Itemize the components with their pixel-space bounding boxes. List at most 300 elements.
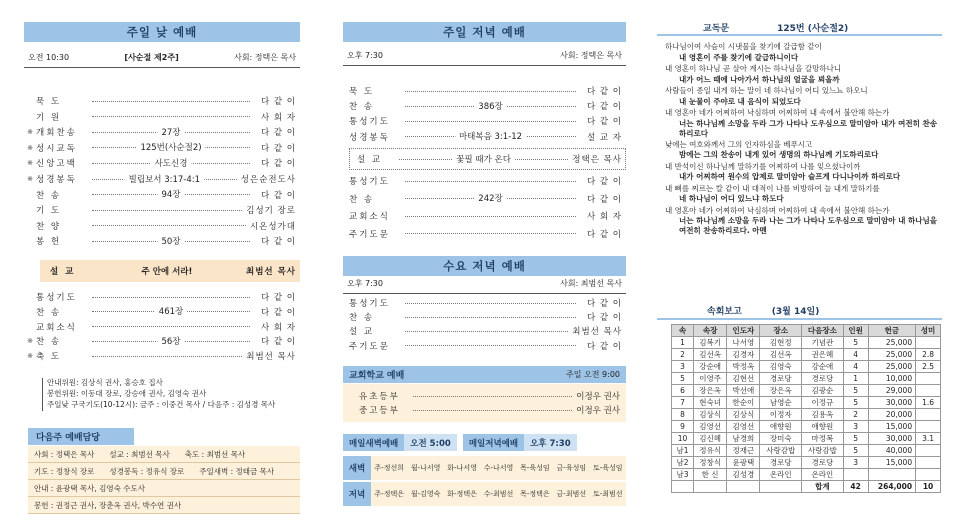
order-detail: 94장 (157, 188, 184, 200)
report-row (672, 373, 941, 385)
report-cell: 5 (843, 385, 868, 397)
report-cell: 장미숙 (760, 433, 802, 445)
report-cell: 남1 (672, 445, 694, 457)
reading-response-line: 네 하나님이 어디 있느냐 하도다 (679, 194, 784, 203)
report-cell: 2 (672, 349, 694, 361)
dot-leader (405, 216, 576, 217)
next-week-table (28, 446, 300, 514)
report-row (672, 349, 941, 361)
dot-leader (92, 210, 242, 211)
order-person: 다 같 이 (260, 97, 296, 107)
order-label: 통성기도 (349, 177, 390, 187)
report-title-bar (657, 302, 942, 320)
order-row (24, 172, 300, 186)
dot-leader (413, 396, 572, 397)
report-cell: 김광순 (802, 385, 844, 397)
reading-leader-line: 내 영혼아 네가 어찌하여 낙심하며 어찌하여 내 속에서 불안해 하는가 (665, 205, 890, 215)
order-label: 묵 도 (349, 87, 375, 97)
report-cell (916, 457, 941, 469)
report-header-row (672, 325, 941, 337)
wednesday-title: 수요 저녁 예배 (443, 259, 526, 273)
school-dept: 유초등부 (359, 392, 400, 402)
dot-leader (405, 194, 576, 204)
order-label: 통성기도 (36, 293, 77, 303)
order-label: 성경봉독 (36, 175, 77, 185)
order-person: 다 같 이 (260, 159, 296, 170)
dot-leader (92, 225, 246, 226)
school-title: 교회학교 예배 (349, 371, 405, 381)
report-cell: 20,000 (868, 409, 916, 421)
report-cell: 이정규 (802, 397, 844, 409)
report-cell: 사랑감밥 (760, 445, 802, 457)
morning-title-bar (24, 22, 300, 42)
report-cell: 5 (672, 373, 694, 385)
report-row (672, 361, 941, 373)
order-label: 찬 송 (349, 313, 375, 324)
order-row (24, 156, 300, 170)
report-header-cell: 인도자 (727, 325, 760, 337)
order-person: 다 같 이 (586, 102, 622, 113)
report-cell: 40,000 (868, 445, 916, 457)
report-cell: 권은혜 (802, 349, 844, 361)
order-person: 사 회 자 (260, 112, 296, 123)
school-teacher: 이정우 권사 (576, 392, 620, 402)
report-title: 속회보고 (707, 306, 742, 317)
dot-leader (92, 127, 250, 138)
order-row (24, 219, 300, 233)
empty-cell (672, 481, 694, 493)
order-detail: 56장 (157, 335, 184, 347)
report-cell: 경로당 (802, 457, 844, 469)
order-label: 찬 송 (349, 194, 375, 205)
order-row (343, 174, 626, 188)
dot-leader (405, 101, 576, 112)
report-cell (916, 337, 941, 349)
mark-icon: ※ (27, 352, 33, 361)
order-row (343, 227, 626, 241)
report-cell: 10,000 (868, 373, 916, 385)
reading-response-line: 내 영혼이 주를 찾기에 갈급하니이다 (679, 52, 799, 62)
order-row (343, 296, 626, 310)
report-cell: 현숙녀 (694, 397, 727, 409)
order-person: 다 같 이 (586, 117, 622, 128)
order-row (24, 320, 300, 334)
evening-daily-time: 오후 7:30 (524, 434, 577, 451)
mark-icon: ※ (27, 143, 33, 152)
report-cell (916, 385, 941, 397)
sermon-title: 주 안에 서라! (138, 265, 197, 277)
report-row (672, 337, 941, 349)
schedule-cell: 수-나서영 (483, 464, 514, 472)
order-person: 다 같 이 (260, 337, 296, 348)
reading-response-line: 너는 하나님께 소망을 두라 그가 나타나 도우심으로 말미암아 내가 여전히 찬송하리로다 (679, 118, 937, 138)
next-week-row: 기도 : 정창식 장로 성경봉독 : 정유식 장로 주일새벽 : 정태금 목사 (28, 463, 300, 480)
schedule-label: 저녁 (343, 482, 371, 506)
dot-leader (405, 233, 576, 234)
evening-sermon-preacher: 정택은 목사 (572, 155, 622, 165)
order-label: 찬 송 (36, 190, 62, 201)
schedule-cell: 금-최범선 (556, 490, 587, 498)
wednesday-title-bar (343, 256, 626, 276)
report-cell: 경로당 (760, 373, 802, 385)
report-cell: 사랑감밥 (802, 445, 844, 457)
schedule-cell: 목-정택은 (520, 490, 550, 498)
evening-time: 오후 7:30 (347, 51, 383, 60)
order-person: 다 같 이 (260, 128, 296, 139)
schedule-cell: 목-육성임 (520, 464, 550, 472)
report-cell: 온라인 (760, 469, 802, 481)
schedule-cell: 금-육성임 (556, 464, 587, 472)
report-cell (843, 469, 868, 481)
schedule-cell: 주-정선희 (374, 464, 404, 472)
report-row (672, 445, 941, 457)
morning-time: 오전 10:30 (28, 53, 70, 62)
school-time: 주일 오전 9:00 (566, 370, 620, 379)
report-cell: 김상식 (727, 409, 760, 421)
report-cell: 4 (843, 349, 868, 361)
dot-leader (92, 116, 250, 117)
dot-leader (92, 307, 250, 318)
mark-icon: ※ (27, 175, 33, 183)
report-cell: 한순이 (727, 397, 760, 409)
morning-leader: 사회: 정택은 목사 (234, 53, 296, 62)
report-row (672, 385, 941, 397)
report-cell: 5 (843, 337, 868, 349)
reading-leader-line: 내 영혼아 네가 어찌하여 낙심하며 어찌하여 내 속에서 불안해 하는가 (665, 108, 890, 117)
report-table (671, 324, 941, 493)
order-detail: 461장 (155, 305, 187, 317)
report-cell: 1 (843, 373, 868, 385)
order-person: 설 교 자 (586, 132, 622, 143)
report-cell: 25,000 (868, 349, 916, 361)
report-cell: 정창식 (694, 457, 727, 469)
report-header-cell: 장소 (760, 325, 802, 337)
evening-sermon-row (343, 152, 626, 166)
report-cell: 강순애 (694, 361, 727, 373)
report-cell: 박선애 (727, 385, 760, 397)
total-count: 42 (843, 481, 868, 493)
schedule-label: 새벽 (343, 456, 371, 480)
order-person: 최범선 목사 (572, 327, 622, 338)
reading-response-line: 내가 어느 때에 나아가서 하나님의 얼굴을 뵈올까 (679, 74, 840, 84)
next-week-row: 봉헌 : 권정근 권사, 장춘옥 권사, 박수연 권사 (28, 497, 300, 514)
report-cell: 윤광택 (727, 457, 760, 469)
report-cell: 이정자 (760, 409, 802, 421)
report-cell: 25,000 (868, 361, 916, 373)
order-person: 최범선 목사 (246, 352, 296, 363)
dawn-title: 매일새벽예배 (343, 434, 404, 451)
order-person: 다 같 이 (586, 299, 622, 309)
report-header-cell: 속장 (694, 325, 727, 337)
order-person: 다 같 이 (260, 143, 296, 154)
order-row (343, 99, 626, 113)
evening-daily-title: 매일저녁예배 (463, 434, 524, 451)
next-week-row: 사회 : 정택은 목사 설교 : 최범선 목사 축도 : 최범선 목사 (28, 446, 300, 463)
wednesday-leader: 사회: 최범선 목사 (560, 279, 622, 288)
order-row (24, 290, 300, 304)
order-person: 다 같 이 (586, 87, 622, 97)
dawn-time: 오전 5:00 (404, 434, 457, 451)
dot-leader (413, 410, 572, 411)
report-cell: 5 (843, 445, 868, 457)
schedule-row (343, 456, 626, 480)
order-label: 주기도문 (349, 229, 390, 240)
report-cell: 3 (843, 457, 868, 469)
wednesday-time: 오후 7:30 (347, 279, 383, 288)
report-cell: 경로당 (760, 457, 802, 469)
sermon-label: 설 교 (50, 267, 76, 277)
schedule-cell: 수-최범선 (483, 490, 514, 498)
total-label: 합계 (802, 481, 844, 493)
report-cell: 마정복 (802, 433, 844, 445)
school-row (343, 403, 626, 417)
report-cell: 남2 (672, 457, 694, 469)
report-cell: 나서영 (727, 337, 760, 349)
dot-leader (92, 326, 250, 327)
dot-leader (92, 297, 250, 298)
report-cell: 3 (843, 421, 868, 433)
report-cell: 이영주 (694, 373, 727, 385)
order-person: 다 같 이 (586, 194, 622, 205)
order-row (24, 94, 300, 108)
next-week-row: 안내 : 윤광택 목사, 김영숙 수도사 (28, 480, 300, 497)
report-header-cell: 성미 (916, 325, 941, 337)
order-label: 교회소식 (36, 322, 77, 333)
report-cell: 2.5 (916, 361, 941, 373)
reading-response-line: 내가 어찌하여 원수의 압제로 말미암아 슬프게 다니나이까 하리로다 (679, 172, 901, 181)
report-cell: 강순애 (802, 361, 844, 373)
order-row (24, 188, 300, 202)
schedule-row (343, 482, 626, 506)
schedule-cell: 월-나서영 (410, 464, 441, 472)
next-week-title: 다음주 예배담당 (28, 428, 134, 445)
order-label: 주기도문 (349, 341, 390, 352)
dot-leader (405, 91, 576, 92)
schedule-cell: 주-정택은 (374, 490, 404, 498)
wednesday-subheader (343, 274, 626, 294)
report-cell: 4 (843, 361, 868, 373)
report-header-cell: 헌금 (868, 325, 916, 337)
order-person: 다 같 이 (260, 190, 296, 201)
report-row (672, 433, 941, 445)
report-cell: 정재근 (727, 445, 760, 457)
report-date: (3월 14일) (771, 306, 820, 317)
report-cell: 남3 (672, 469, 694, 481)
report-row (672, 469, 941, 481)
report-total-row (672, 481, 941, 493)
dot-leader (405, 121, 576, 122)
report-cell: 3.1 (916, 433, 941, 445)
report-cell: 김성경 (727, 469, 760, 481)
order-label: 기 원 (36, 112, 62, 123)
order-label: 성시교독 (36, 143, 77, 154)
order-row (343, 209, 626, 223)
evening-subheader (343, 46, 626, 66)
report-cell: 김선옥 (694, 349, 727, 361)
evening-leader: 사회: 정택은 목사 (560, 51, 622, 60)
dot-leader (405, 181, 576, 182)
order-label: 성경봉독 (349, 132, 390, 143)
dot-leader (92, 174, 237, 185)
schedule-cell: 화-정택은 (447, 490, 477, 498)
report-cell: 김경자 (727, 349, 760, 361)
report-cell: 25,000 (868, 337, 916, 349)
evening-sermon-label: 설 교 (357, 155, 383, 165)
school-row (343, 389, 626, 403)
order-person: 시온성가대 (249, 221, 296, 232)
order-label: 찬 송 (36, 337, 62, 348)
order-person: 다 같 이 (260, 237, 296, 248)
reading-response-line: 밤에는 그의 찬송이 내게 있어 생명의 하나님께 기도하리로다 (679, 150, 879, 159)
reading-leader-line: 사람들이 종일 내게 하는 말이 네 하나님이 어디 있느뇨 하오니 (665, 86, 868, 95)
dot-leader (92, 190, 250, 201)
report-cell (916, 421, 941, 433)
schedule-cell: 화-나서영 (447, 464, 477, 472)
order-person: 다 같 이 (586, 229, 622, 240)
order-person: 김성기 장로 (246, 206, 296, 217)
report-cell: 김영선 (694, 421, 727, 433)
order-row (24, 334, 300, 348)
order-detail: 125번(사순절2) (136, 141, 205, 153)
school-dept: 중고등부 (359, 406, 400, 416)
order-detail: 50장 (157, 235, 184, 247)
report-cell: 애향원 (760, 421, 802, 433)
report-cell: 남영순 (760, 397, 802, 409)
report-cell: 정유식 (694, 445, 727, 457)
report-cell: 온라인 (802, 469, 844, 481)
order-row (343, 130, 626, 144)
order-label: 봉 헌 (36, 237, 62, 248)
report-row (672, 457, 941, 469)
note-line: 안내위원: 김상식 권사, 홍승호 집사 (42, 378, 163, 389)
order-detail: 386장 (474, 100, 506, 112)
schedule-cell: 토-최범선 (592, 490, 623, 498)
responsive-number: 125번 (사순절2) (777, 23, 849, 34)
report-cell: 1.6 (916, 397, 941, 409)
morning-subheader (24, 48, 300, 68)
dawn-schedule (343, 456, 626, 508)
report-cell (916, 445, 941, 457)
report-row (672, 409, 941, 421)
report-cell: 김영선 (727, 421, 760, 433)
mark-icon: ※ (27, 159, 33, 168)
report-cell (916, 409, 941, 421)
order-label: 신앙고백 (36, 159, 77, 170)
report-cell: 김신혜 (694, 433, 727, 445)
reading-leader-line: 하나님이여 사슴이 시냇물을 찾기에 갈급함 같이 (665, 42, 822, 51)
dot-leader (92, 336, 250, 347)
report-cell: 남경희 (727, 433, 760, 445)
order-label: 통성기도 (349, 299, 390, 309)
report-cell: 5 (843, 433, 868, 445)
dot-leader (92, 356, 242, 357)
dot-leader (405, 303, 576, 304)
order-label: 찬 양 (36, 221, 62, 232)
empty-cell (727, 481, 760, 493)
report-header-cell: 다음장소 (802, 325, 844, 337)
report-cell: 김복기 (694, 337, 727, 349)
order-label: 개회찬송 (36, 128, 77, 139)
reading-response-line: 내 눈물이 주야로 내 음식이 되었도다 (679, 96, 801, 106)
evening-title: 주일 저녁 예배 (443, 25, 526, 39)
reading-leader-line: 내 영혼이 하나님 곧 살아 계시는 하나님을 갈망하나니 (665, 64, 842, 73)
order-row (24, 141, 300, 155)
evening-title-bar (343, 22, 626, 42)
dawn-header (343, 434, 626, 451)
order-label: 통성기도 (349, 117, 390, 128)
order-person: 다 같 이 (586, 313, 622, 324)
order-detail: 사도신경 (151, 157, 192, 169)
report-cell: 3 (672, 361, 694, 373)
note-line: 주일낮 구국기도(10-12시): 금주 : 이중건 목사 / 다음주 : 김성경 목사 (42, 400, 275, 411)
order-row (343, 192, 626, 206)
order-detail: 242장 (474, 192, 506, 204)
order-person: 다 같 이 (260, 307, 296, 318)
report-cell: 애향원 (802, 421, 844, 433)
dot-leader (92, 236, 250, 247)
morning-sermon-row (24, 264, 300, 278)
order-row (24, 349, 300, 363)
evening-service-column (343, 0, 626, 528)
school-rows (343, 384, 626, 422)
order-row (24, 125, 300, 139)
report-cell: 30,000 (868, 433, 916, 445)
report-cell: 장은옥 (760, 385, 802, 397)
schedule-cell: 월-김영숙 (410, 490, 441, 498)
empty-cell (760, 481, 802, 493)
report-cell: 15,000 (868, 457, 916, 469)
school-title-bar (343, 366, 626, 383)
report-cell: 30,000 (868, 397, 916, 409)
report-cell: 8 (672, 409, 694, 421)
dot-leader (405, 345, 576, 346)
report-cell (868, 469, 916, 481)
report-cell: 7 (672, 397, 694, 409)
total-amount: 264,000 (868, 481, 916, 493)
dot-leader (405, 132, 576, 143)
report-cell: 기념관 (802, 337, 844, 349)
order-person: 다 같 이 (260, 293, 296, 303)
report-cell: 10 (672, 433, 694, 445)
order-person: 사 회 자 (586, 212, 622, 222)
school-teacher: 이정우 권사 (576, 406, 620, 416)
order-label: 교회소식 (349, 212, 390, 222)
mark-icon: ※ (27, 337, 33, 346)
order-label: 묵 도 (36, 97, 62, 107)
report-cell: 김용옥 (802, 409, 844, 421)
morning-sunday: [사순절 제2주] (124, 53, 179, 62)
order-label: 축 도 (36, 352, 62, 363)
dot-leader (92, 158, 250, 169)
reading-leader-line: 낮에는 여호와께서 그의 인자하심을 베푸시고 (665, 139, 813, 149)
order-row (24, 305, 300, 319)
order-detail: 마태복음 3:1-12 (455, 130, 526, 142)
evening-sermon-title: 꽃필 때가 온다 (452, 153, 515, 165)
order-label: 설 교 (349, 327, 375, 338)
report-cell: 경로당 (802, 373, 844, 385)
dot-leader (405, 317, 576, 318)
responsive-title-bar (657, 20, 942, 36)
order-row (343, 310, 626, 324)
dot-leader (92, 143, 250, 154)
report-cell: 김현정 (760, 337, 802, 349)
order-row (343, 339, 626, 353)
order-row (343, 324, 626, 338)
mark-icon: ※ (27, 128, 33, 137)
note-line: 봉헌위원: 이동대 장로, 강승애 권사, 김영숙 권사 (42, 389, 206, 400)
report-cell: 박정옥 (727, 361, 760, 373)
reading-response-line: 너는 하나님께 소망을 두라 나는 그가 나타나 도우심으로 말미암아 내 하나님을 여전히 찬송하리로다. 아멘 (679, 216, 937, 236)
